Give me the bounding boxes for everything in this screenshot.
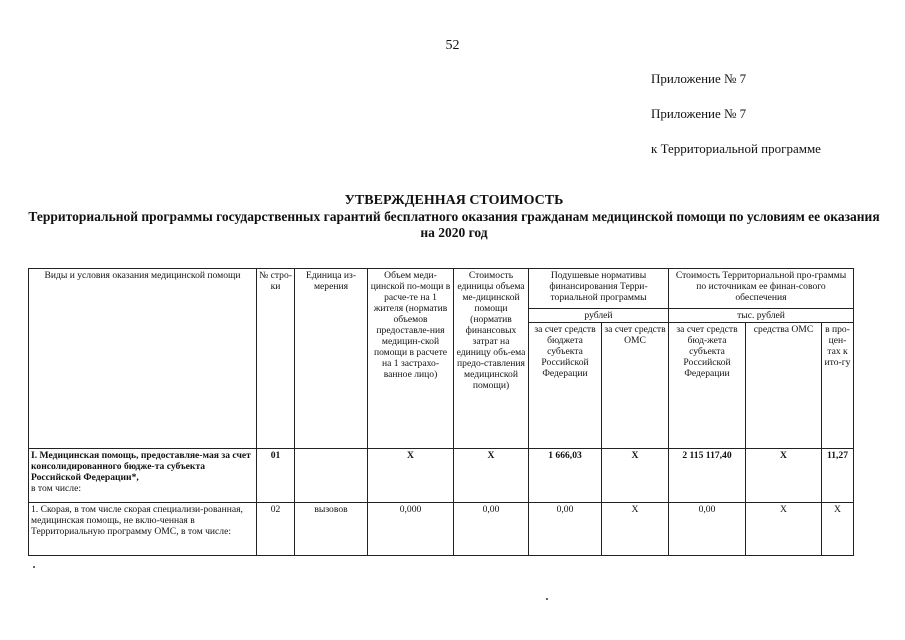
row-cost-oms: Х <box>746 449 822 503</box>
row-line: 02 <box>257 503 295 556</box>
row-unit-cost: 0,00 <box>454 503 529 556</box>
header-program-cost: Стоимость Территориальной про-граммы по источникам ее финан-сового обеспечения <box>669 269 854 309</box>
scan-speck <box>546 598 548 600</box>
header-percent: в про-цен-тах к ито-гу <box>822 323 854 449</box>
appendix-line-3: к Территориальной программе <box>651 141 821 156</box>
document-title <box>20 193 888 241</box>
row-unit: вызовов <box>295 503 368 556</box>
table-row <box>29 449 854 503</box>
header-types: Виды и условия оказания медицинской помощи <box>29 269 257 449</box>
header-volume: Объем меди-цинской по-мощи в расче-те на 1 жителя (норматив объемов предоставле-ния медицин-ской помощи в расчете на 1 застрахо-ванное лицо) <box>368 269 454 449</box>
header-unit: Единица из-мерения <box>295 269 368 449</box>
header-cost-oms: средства ОМС <box>746 323 822 449</box>
table-row <box>29 503 854 556</box>
row-pc-oms: Х <box>602 449 669 503</box>
row-name: I. Медицинская помощь, предоставляе-мая за счет консолидированного бюдже-та субъекта Российской Федерации*, в том числе: <box>29 449 257 503</box>
row-cost-budget: 0,00 <box>669 503 746 556</box>
row-cost-oms: Х <box>746 503 822 556</box>
header-cost-budget: за счет средств бюд-жета субъекта Российской Федерации <box>669 323 746 449</box>
row-volume: 0,000 <box>368 503 454 556</box>
row-unit <box>295 449 368 503</box>
row-pc-oms: Х <box>602 503 669 556</box>
row-pc-budget: 0,00 <box>529 503 602 556</box>
header-pc-oms: за счет средств ОМС <box>602 323 669 449</box>
row-cost-budget: 2 115 117,40 <box>669 449 746 503</box>
page-number: 52 <box>445 38 460 53</box>
header-unit-cost: Стоимость единицы объема ме-дицинской помощи (норматив финансовых затрат на единицу объ-ема предо-ставления медицинской помощи) <box>454 269 529 449</box>
row-percent: Х <box>822 503 854 556</box>
row-line: 01 <box>257 449 295 503</box>
row-unit-cost: Х <box>454 449 529 503</box>
title-line-2: Территориальной программы государственных гарантий бесплатного оказания гражданам медицинской помощи по условиям ее оказания на 2020 год <box>28 209 880 240</box>
header-thousand-rubles: тыс. рублей <box>669 309 854 323</box>
scan-speck <box>33 566 35 568</box>
row-volume: Х <box>368 449 454 503</box>
row-percent: 11,27 <box>822 449 854 503</box>
header-line-no: № стро-ки <box>257 269 295 449</box>
header-per-capita: Подушевые нормативы финансирования Терри-ториальной программы <box>529 269 669 309</box>
row-pc-budget: 1 666,03 <box>529 449 602 503</box>
appendix-line-2: Приложение № 7 <box>651 106 747 121</box>
appendix-line-1: Приложение № 7 <box>651 71 747 86</box>
title-line-1: УТВЕРЖДЕННАЯ СТОИМОСТЬ <box>344 193 564 208</box>
row-name: 1. Скорая, в том числе скорая специализи-рованная, медицинская помощь, не вклю-ченная в Территориальную программу ОМС, в том числе: <box>29 503 257 556</box>
cost-table <box>28 268 854 556</box>
header-pc-budget: за счет средств бюджета субъекта Российской Федерации <box>529 323 602 449</box>
header-rubles: рублей <box>529 309 669 323</box>
